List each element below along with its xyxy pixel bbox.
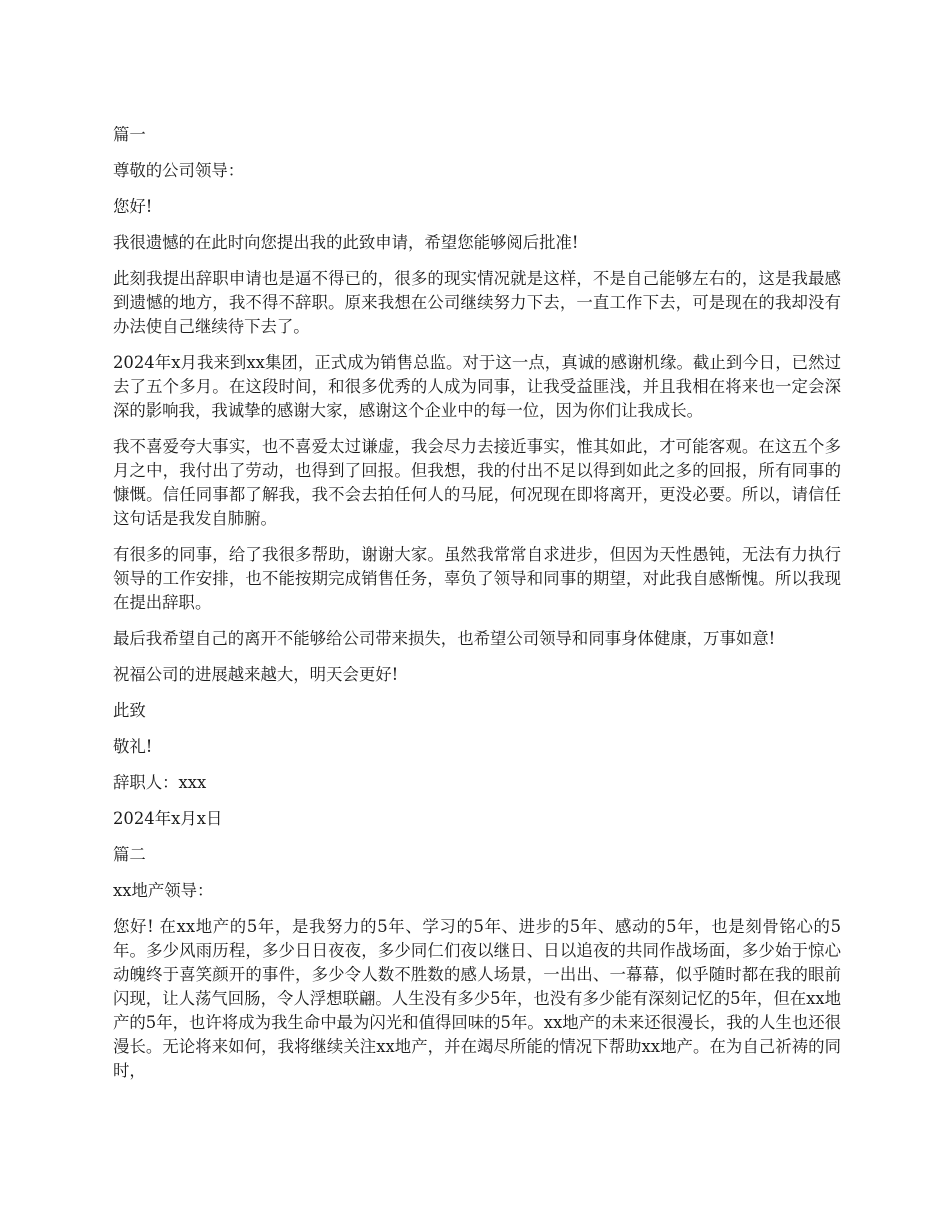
salutation: 尊敬的公司领导： <box>113 161 245 180</box>
body-paragraph: 此刻我提出辞职申请也是逼不得已的，很多的现实情况就是这样，不是自己能够左右的，这是我最感到遗憾的地方，我不得不辞职。原来我想在公司继续努力下去，一直工作下去，可是现在的我却没有办法使自己继续待下去了。 <box>113 269 841 336</box>
greeting: 您好! <box>113 197 153 216</box>
closing: 此致 <box>113 701 146 720</box>
body-paragraph: 您好! 在xx地产的5年，是我努力的5年、学习的5年、进步的5年、感动的5年，也是刻骨铭心的5年。多少风雨历程，多少日日夜夜，多少同仁们夜以继日、日以追夜的共同作战场面，多少始于惊心动魄终于喜笑颜开的事件，多少令人数不胜数的感人场景，一出出、一幕幕，似乎随时都在我的眼前闪现，让人荡气回肠，令人浮想联翩。人生没有多少5年，也没有多少能有深刻记忆的5年，但在xx地产的5年，也许将成为我生命中最为闪光和值得回味的5年。xx地产的未来还很漫长，我的人生也还很漫长。无论将来如何，我将继续关注xx地产，并在竭尽所能的情况下帮助xx地产。在为自己祈祷的同时， <box>113 917 841 1080</box>
date-line: 2024年x月x日 <box>113 809 223 828</box>
regards: 敬礼! <box>113 737 153 756</box>
body-paragraph: 我不喜爱夸大事实，也不喜爱太过谦虚，我会尽力去接近事实，惟其如此，才可能客观。在这五个多月之中，我付出了劳动，也得到了回报。但我想，我的付出不足以得到如此之多的回报，所有同事的慷慨。信任同事都了解我，我不会去拍任何人的马屁，何况现在即将离开，更没必要。所以，请信任这句话是我发自肺腑。 <box>113 437 841 528</box>
body-paragraph: 最后我希望自己的离开不能够给公司带来损失，也希望公司领导和同事身体健康，万事如意! <box>113 629 776 648</box>
body-paragraph: 有很多的同事，给了我很多帮助，谢谢大家。虽然我常常自求进步，但因为天性愚钝，无法有力执行领导的工作安排，也不能按期完成销售任务，辜负了领导和同事的期望，对此我自感惭愧。所以我现在提出辞职。 <box>113 545 841 612</box>
body-paragraph: 2024年x月我来到xx集团，正式成为销售总监。对于这一点，真诚的感谢机缘。截止到今日，已然过去了五个多月。在这段时间，和很多优秀的人成为同事，让我受益匪浅，并且我相在将来也一定会深深的影响我，我诚挚的感谢大家，感谢这个企业中的每一位，因为你们让我成长。 <box>113 353 841 420</box>
salutation: xx地产领导： <box>113 881 214 900</box>
body-paragraph: 祝福公司的进展越来越大，明天会更好! <box>113 665 399 684</box>
document-body <box>113 123 841 1095</box>
signature-line: 辞职人：xxx <box>113 773 207 792</box>
body-paragraph: 我很遗憾的在此时向您提出我的此致申请，希望您能够阅后批准! <box>113 233 579 252</box>
section-heading-1: 篇一 <box>113 125 146 144</box>
section-heading-2: 篇二 <box>113 845 146 864</box>
